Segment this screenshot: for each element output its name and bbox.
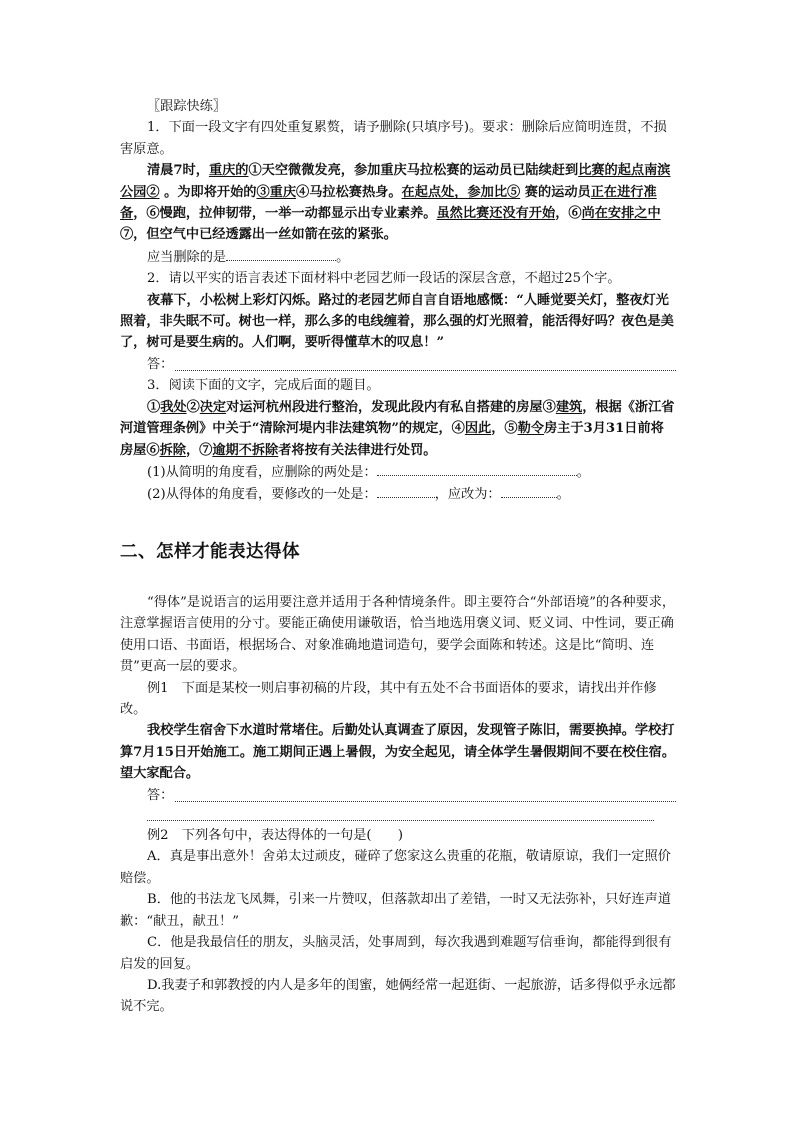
answer-blank[interactable] [175,787,676,802]
answer-blank[interactable] [501,483,557,498]
section-body [120,592,676,1018]
question-1-intro: 1．下面一段文字有四处重复累赘，请予删除(只填序号)。要求：删除后应简明连贯，不损害原意。 [120,120,667,157]
example-1-text: 我校学生宿舍下水道时常堵住。后勤处认真调查了原因，发现管子陈旧，需要换掉。学校打算7月15日开始施工。施工期间正遇上暑假，为安全起见，请全体学生暑假期间不要在校住宿。望大家配合。 [120,723,676,782]
question-2-answer-line: 答： [120,354,676,375]
question-1-passage: 清晨7时，重庆的①天空微微发亮，参加重庆马拉松赛的运动员已陆续赶到比赛的起点南滨公园② 。为即将开始的③重庆④马拉松赛热身。在起点处，参加比⑤ 赛的运动员正在进行准备，⑥慢跑，拉伸韧带，一举一动都显示出专业素养。虽然比赛还没有开始，⑥尚在安排之中⑦，但空气中已经透露出一丝如箭在弦的紧张。 [120,163,671,243]
tracking-exercises [120,96,676,506]
question-3-sub-2: (2)从得体的角度看，要修改的一处是： ，应改为： 。 [120,483,676,505]
answer-blank[interactable] [226,246,336,261]
answer-blank[interactable] [377,483,435,498]
example-1-answer-rule[interactable] [147,806,654,821]
question-3-passage: ①我处②决定对运河杭州段进行整治，发现此段内有私自搭建的房屋③建筑，根据《浙江省河道管理条例》中关于“清除河堤内非法建筑物”的规定，④因此，⑤勒令房主于3月31日前将房屋⑥拆除，⑦逾期不拆除者将按有关法律进行处罚。 [120,399,675,458]
section-heading: 二、怎样才能表达得体 [120,542,300,562]
example-2-prompt: 例2 下列各句中，表达得体的一句是( ) [147,828,404,844]
question-2-material: 夜幕下，小松树上彩灯闪烁。路过的老园艺师自言自语地感慨：“人睡觉要关灯，整夜灯光照着，非失眠不可。树也一样，那么多的电线缠着，那么强的灯光照着，能活得好吗？夜色是美了，树可是要生病的。人们啊，要听得懂草木的叹息！” [120,292,674,351]
question-2-intro: 2．请以平实的语言表述下面材料中老园艺师一段话的深层含意，不超过25个字。 [147,271,621,287]
section-intro: “得体”是说语言的运用要注意并适用于各种情境条件。即主要符合“外部语境”的各种要求，注意掌握语言使用的分寸。要能正确使用谦敬语，恰当地选用褒义词、贬义词、中性词，要正确使用口语、书面语，根据场合、对象准确地遣词造句，要学会面陈和转述。这是比“简明、连贯”更高一层的要求。 [120,595,676,675]
example-1-answer-line: 答： [120,785,676,806]
answer-blank[interactable] [377,461,577,476]
answer-blank[interactable] [175,356,676,371]
question-1-answer-line: 应当删除的是 。 [120,246,676,268]
example-1-prompt: 例1 下面是某校一则启事初稿的片段，其中有五处不合书面语体的要求，请找出并作修改。 [120,680,657,718]
option-b: B．他的书法龙飞凤舞，引来一片赞叹，但落款却出了差错，一时又无法弥补，只好连声道歉：“献丑，献丑！” [120,892,671,929]
option-c: C．他是我最信任的朋友，头脑灵活，处事周到，每次我遇到难题写信垂询，都能得到很有启发的回复。 [120,935,672,972]
option-d: D.我妻子和郭教授的内人是多年的闺蜜，她俩经常一起逛街、一起旅游，话多得似乎永远都说不完。 [120,977,676,1015]
question-3-sub-1: (1)从简明的角度看，应删除的两处是： 。 [120,461,676,483]
exercise-title: 〖跟踪快练〗 [147,99,227,114]
option-a: A．真是事出意外！舍弟太过顽皮，碰碎了您家这么贵重的花瓶，敬请原谅，我们一定照价赔偿。 [120,849,671,886]
question-3-intro: 3．阅读下面的文字，完成后面的题目。 [147,378,380,394]
